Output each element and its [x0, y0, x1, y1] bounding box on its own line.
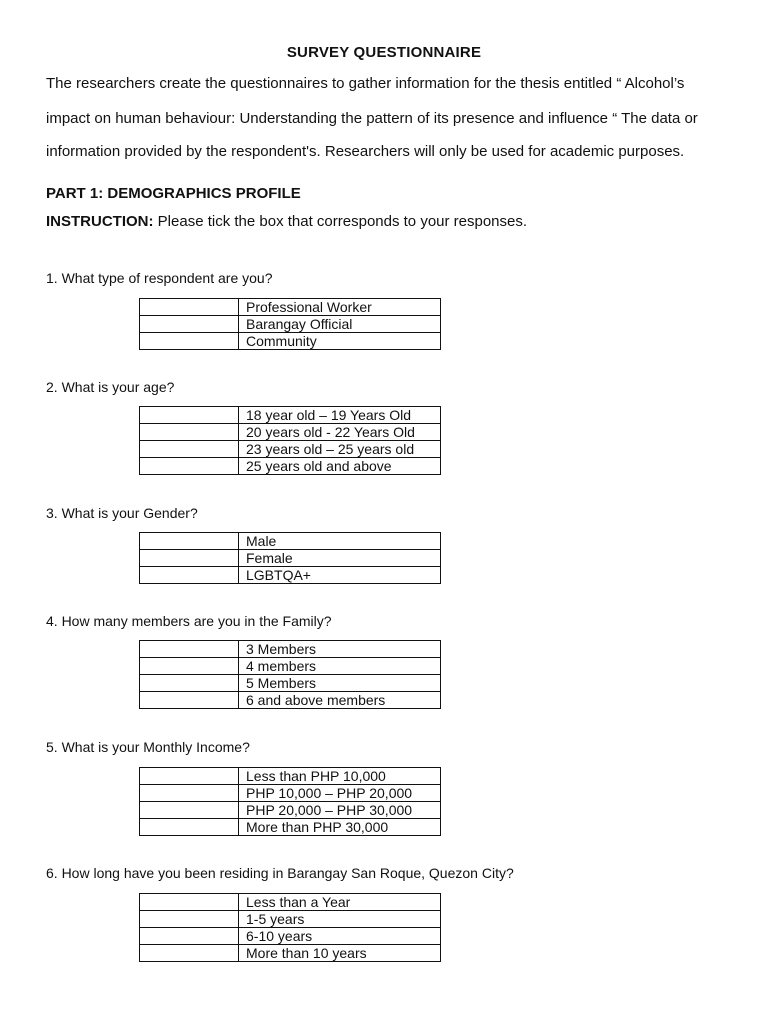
- answer-row: [140, 945, 441, 962]
- tick-box[interactable]: [140, 441, 239, 458]
- tick-box[interactable]: [140, 894, 239, 911]
- tick-box[interactable]: [140, 407, 239, 424]
- answer-row: [140, 785, 441, 802]
- tick-box[interactable]: [140, 299, 239, 316]
- option-label: Less than a Year: [239, 894, 441, 911]
- tick-box[interactable]: [140, 675, 239, 692]
- tick-box[interactable]: [140, 550, 239, 567]
- answer-row: [140, 768, 441, 785]
- option-label: Less than PHP 10,000: [239, 768, 441, 785]
- tick-box[interactable]: [140, 692, 239, 709]
- option-label: Male: [239, 533, 441, 550]
- question-4: 4. How many members are you in the Family?: [46, 613, 332, 629]
- answer-row: [140, 692, 441, 709]
- tick-box[interactable]: [140, 911, 239, 928]
- tick-box[interactable]: [140, 333, 239, 350]
- tick-box[interactable]: [140, 424, 239, 441]
- instruction-label: INSTRUCTION:: [46, 213, 154, 230]
- option-label: 25 years old and above: [239, 458, 441, 475]
- option-label: 4 members: [239, 658, 441, 675]
- answer-table-4: [139, 640, 441, 709]
- option-label: Barangay Official: [239, 316, 441, 333]
- tick-box[interactable]: [140, 928, 239, 945]
- question-2: 2. What is your age?: [46, 379, 175, 395]
- answer-row: [140, 819, 441, 836]
- answer-table-5: [139, 767, 441, 836]
- answer-row: [140, 441, 441, 458]
- answer-row: [140, 894, 441, 911]
- option-label: 5 Members: [239, 675, 441, 692]
- question-1: 1. What type of respondent are you?: [46, 270, 273, 286]
- instruction: [46, 213, 527, 230]
- tick-box[interactable]: [140, 658, 239, 675]
- tick-box[interactable]: [140, 819, 239, 836]
- option-label: 3 Members: [239, 641, 441, 658]
- answer-row: [140, 458, 441, 475]
- answer-row: [140, 550, 441, 567]
- tick-box[interactable]: [140, 567, 239, 584]
- tick-box[interactable]: [140, 785, 239, 802]
- answer-row: [140, 424, 441, 441]
- question-5: 5. What is your Monthly Income?: [46, 739, 250, 755]
- answer-table-1: [139, 298, 441, 350]
- tick-box[interactable]: [140, 641, 239, 658]
- answer-row: [140, 333, 441, 350]
- option-label: 6-10 years: [239, 928, 441, 945]
- answer-row: [140, 407, 441, 424]
- answer-row: [140, 911, 441, 928]
- question-6: 6. How long have you been residing in Barangay San Roque, Quezon City?: [46, 865, 514, 881]
- tick-box[interactable]: [140, 802, 239, 819]
- answer-row: [140, 567, 441, 584]
- question-3: 3. What is your Gender?: [46, 505, 198, 521]
- option-label: Community: [239, 333, 441, 350]
- answer-row: [140, 675, 441, 692]
- option-label: More than PHP 30,000: [239, 819, 441, 836]
- option-label: PHP 20,000 – PHP 30,000: [239, 802, 441, 819]
- tick-box[interactable]: [140, 768, 239, 785]
- option-label: More than 10 years: [239, 945, 441, 962]
- option-label: 1-5 years: [239, 911, 441, 928]
- tick-box[interactable]: [140, 316, 239, 333]
- tick-box[interactable]: [140, 533, 239, 550]
- answer-row: [140, 928, 441, 945]
- answer-table-2: [139, 406, 441, 475]
- answer-row: [140, 316, 441, 333]
- answer-row: [140, 299, 441, 316]
- option-label: 20 years old - 22 Years Old: [239, 424, 441, 441]
- option-label: LGBTQA+: [239, 567, 441, 584]
- part-heading: PART 1: DEMOGRAPHICS PROFILE: [46, 185, 301, 202]
- option-label: 18 year old – 19 Years Old: [239, 407, 441, 424]
- intro-line-2: impact on human behaviour: Understanding the pattern of its presence and influence “ The data or: [46, 110, 698, 127]
- tick-box[interactable]: [140, 945, 239, 962]
- option-label: 6 and above members: [239, 692, 441, 709]
- option-label: PHP 10,000 – PHP 20,000: [239, 785, 441, 802]
- intro-line-1: The researchers create the questionnaires to gather information for the thesis entitled “ Alcohol’s: [46, 75, 685, 92]
- intro-line-3: information provided by the respondent's. Researchers will only be used for academic purposes.: [46, 143, 685, 160]
- answer-table-3: [139, 532, 441, 584]
- option-label: Professional Worker: [239, 299, 441, 316]
- document-title: SURVEY QUESTIONNAIRE: [286, 44, 482, 61]
- answer-row: [140, 658, 441, 675]
- answer-row: [140, 641, 441, 658]
- answer-row: [140, 533, 441, 550]
- option-label: 23 years old – 25 years old: [239, 441, 441, 458]
- tick-box[interactable]: [140, 458, 239, 475]
- instruction-text: Please tick the box that corresponds to your responses.: [153, 213, 528, 230]
- answer-table-6: [139, 893, 441, 962]
- answer-row: [140, 802, 441, 819]
- option-label: Female: [239, 550, 441, 567]
